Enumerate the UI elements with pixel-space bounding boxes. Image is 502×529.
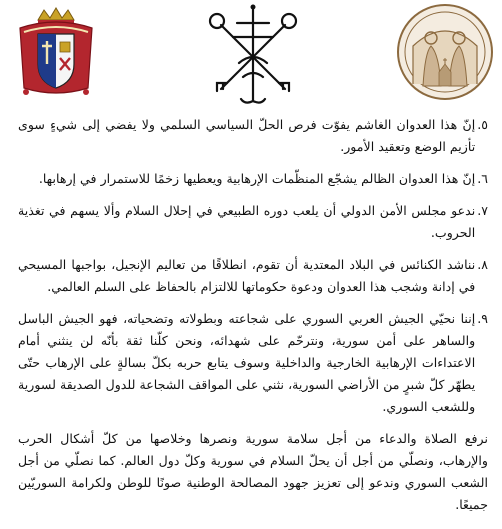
item-number: ٩. [477,311,488,326]
saints-seal-icon [395,2,495,102]
item-text: إنّ هذا العدوان الظالم يشجّع المنظّمات الإرهابية ويعطيها زخمًا للاستمرار في إرهابها. [38,171,476,186]
statement-body [18,114,488,529]
item-text: إننا نحيّي الجيش العربي السوري على شجاعته وبطولاته وتضحياته، فهو الجيش الباسل والساهر على أمن سورية، ونترحّم على شهدائه، ونحن كلّنا ثقة بأنّه لن ينثني أمام الاعتداءات الإرهابية الخارجية والداخلية وسوف يتابع حربه بكلّ بسالةٍ على الإرهاب حتّى يطهّر كلّ شبرٍ من الأراضي السورية، نثني على المواقف الشجاعة للدول الصديقة لسورية وللشعب السوري. [18,311,476,414]
list-item [18,254,488,298]
item-number: ٧. [477,203,488,218]
closing-paragraph: نرفع الصلاة والدعاء من أجل سلامة سورية ونصرها وخلاصها من كلّ أشكال الحرب والإرهاب، ونصلّي من أجل أن يحلّ السلام في سورية وكلّ دول العالم. كما نصلّي من أجل الشعب السوري وندعو إلى تعزيز جهود المصالحة الوطنية صونًا للوطن ولكرامة السوريّين جميعًا. [18,431,488,512]
item-number: ٨. [477,257,488,272]
item-number: ٦. [477,171,488,186]
list-item [18,114,488,158]
list-item [18,168,488,190]
item-text: نناشد الكنائس في البلاد المعتدية أن تقوم، انطلاقًا من تعاليم الإنجيل، بواجبها المسيحي في إدانة وشجب هذا العدوان ودعوة حكوماتها للالتزام بالحفاظ على السلم العالمي. [18,257,476,294]
list-item [18,308,488,418]
item-text: إنّ هذا العدوان الغاشم يفوّت فرص الحلّ السياسي السلمي ولا يفضي إلى شيءٍ سوى تأزيم الوضع وتعقيد الأمور. [18,117,476,154]
list-item [18,200,488,244]
item-number: ٥. [477,117,488,132]
ornamental-cross-icon [203,3,303,107]
coat-of-arms-icon [12,6,100,98]
letterhead [0,0,502,110]
item-text: ندعو مجلس الأمن الدولي أن يلعب دوره الطبيعي في إحلال السلام وألا يسهم في تغذية الحروب. [18,203,476,240]
